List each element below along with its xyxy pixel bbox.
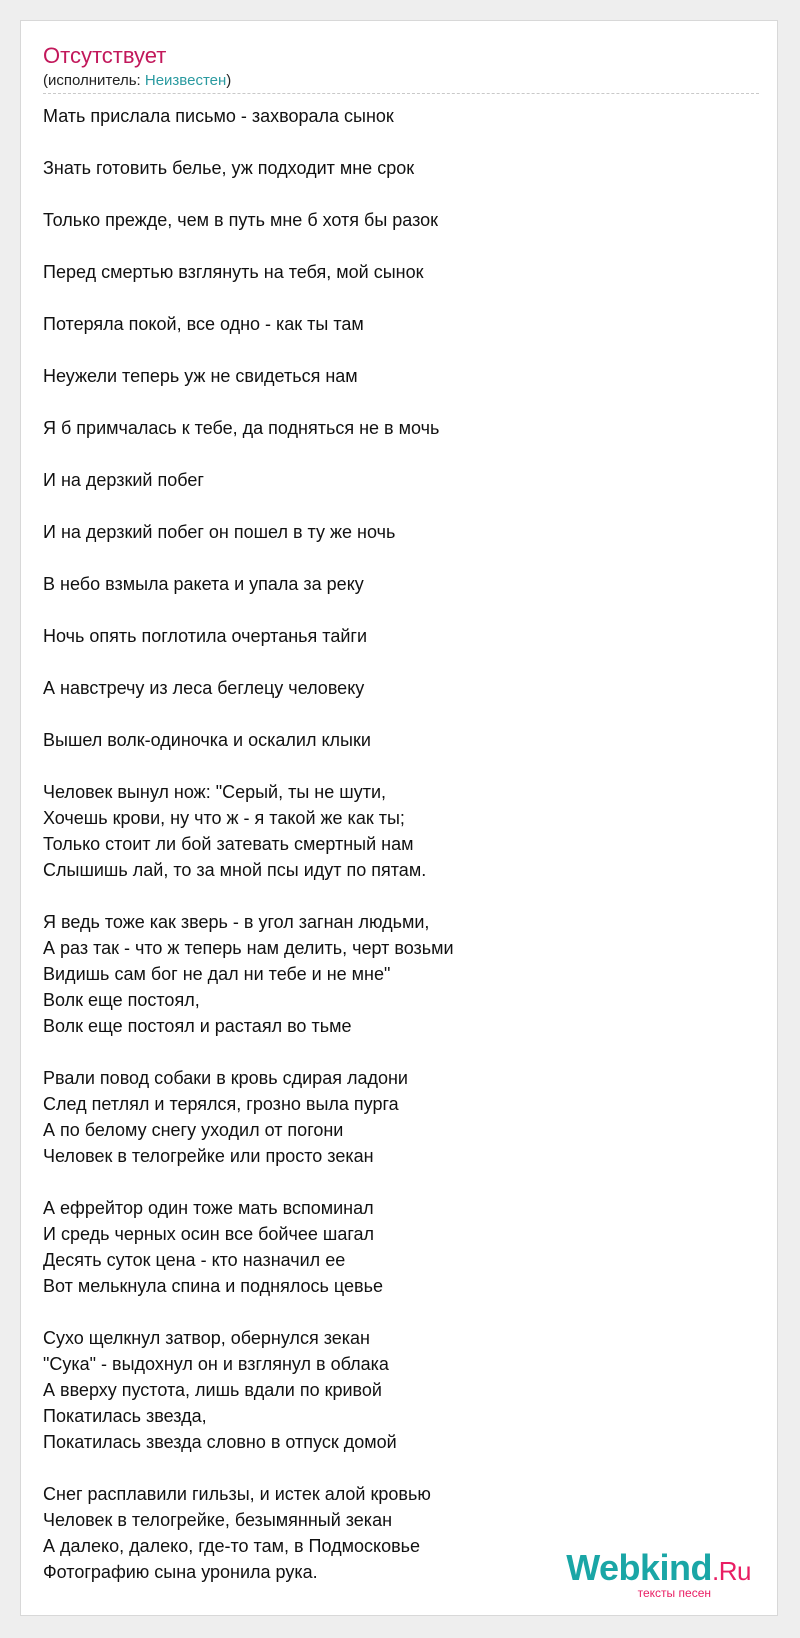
lyrics-body: [43, 103, 743, 1585]
lyric-line: Неужели теперь уж не свидеться нам: [43, 366, 358, 386]
logo-name: Webkind: [566, 1547, 713, 1588]
stanza: [43, 909, 743, 1039]
lyric-line: Вот мелькнула спина и поднялось цевье: [43, 1276, 383, 1296]
lyric-line: А вверху пустота, лишь вдали по кривой: [43, 1380, 382, 1400]
stanza: [43, 155, 743, 181]
artist-suffix: ): [226, 72, 232, 89]
stanza: [43, 467, 743, 493]
stanza-gap: [43, 337, 743, 363]
stanza: [43, 519, 743, 545]
lyric-line: Ночь опять поглотила очертанья тайги: [43, 626, 368, 646]
lyric-line: Только стоит ли бой затевать смертный нам: [43, 834, 414, 854]
lyric-line: А по белому снегу уходил от погони: [43, 1120, 344, 1140]
lyric-line: Покатилась звезда словно в отпуск домой: [43, 1432, 397, 1452]
lyric-line: Волк еще постоял,: [43, 990, 200, 1010]
stanza-gap: [43, 181, 743, 207]
title-divider: [43, 93, 759, 94]
lyric-line: Я ведь тоже как зверь - в угол загнан людьми,: [43, 912, 430, 932]
lyric-line: След петлял и терялся, грозно выла пурга: [43, 1094, 399, 1114]
stanza: [43, 623, 743, 649]
lyric-line: А ефрейтор один тоже мать вспоминал: [43, 1198, 374, 1218]
stanza: [43, 675, 743, 701]
stanza-gap: [43, 441, 743, 467]
lyric-line: Фотографию сына уронила рука.: [43, 1562, 318, 1582]
stanza: [43, 727, 743, 753]
lyric-line: Только прежде, чем в путь мне б хотя бы разок: [43, 210, 439, 230]
stanza-gap: [43, 233, 743, 259]
lyric-line: Перед смертью взглянуть на тебя, мой сынок: [43, 262, 424, 282]
stanza: [43, 1195, 743, 1299]
lyric-line: И на дерзкий побег он пошел в ту же ночь: [43, 522, 396, 542]
logo-wordmark: [566, 1547, 751, 1589]
stanza: [43, 259, 743, 285]
artist-prefix: (исполнитель:: [43, 72, 145, 89]
stanza: [43, 779, 743, 883]
stanza-gap: [43, 1169, 743, 1195]
stanza: [43, 311, 743, 337]
lyric-line: Потеряла покой, все одно - как ты там: [43, 314, 364, 334]
lyric-line: И средь черных осин все бойчее шагал: [43, 1224, 375, 1244]
lyric-line: Хочешь крови, ну что ж - я такой же как ты;: [43, 808, 405, 828]
lyric-line: Покатилась звезда,: [43, 1406, 207, 1426]
stanza-gap: [43, 493, 743, 519]
lyric-line: Знать готовить белье, уж подходит мне срок: [43, 158, 415, 178]
lyric-line: А навстречу из леса беглецу человеку: [43, 678, 365, 698]
stanza-gap: [43, 1455, 743, 1481]
song-title: Отсутствует: [43, 43, 167, 68]
stanza-gap: [43, 597, 743, 623]
lyric-line: Человек в телогрейке или просто зекан: [43, 1146, 374, 1166]
stanza: [43, 1325, 743, 1455]
lyrics-card: [20, 20, 778, 1616]
lyric-line: Волк еще постоял и растаял во тьме: [43, 1016, 352, 1036]
lyric-line: А далеко, далеко, где-то там, в Подмосковье: [43, 1536, 421, 1556]
logo-tagline: тексты песен: [637, 1586, 711, 1600]
stanza-gap: [43, 285, 743, 311]
lyric-line: Рвали повод собаки в кровь сдирая ладони: [43, 1068, 408, 1088]
stanza: [43, 207, 743, 233]
lyric-line: Человек вынул нож: "Серый, ты не шути,: [43, 782, 386, 802]
lyric-line: В небо взмыла ракета и упала за реку: [43, 574, 364, 594]
stanza-gap: [43, 129, 743, 155]
lyric-line: Снег расплавили гильзы, и истек алой кровью: [43, 1484, 431, 1504]
lyric-line: А раз так - что ж теперь нам делить, черт возьми: [43, 938, 454, 958]
stanza: [43, 103, 743, 129]
lyric-line: "Сука" - выдохнул он и взглянул в облака: [43, 1354, 389, 1374]
logo-tld: .Ru: [712, 1556, 751, 1586]
stanza-gap: [43, 701, 743, 727]
stanza-gap: [43, 1039, 743, 1065]
lyric-line: Слышишь лай, то за мной псы идут по пятам.: [43, 860, 427, 880]
lyric-line: Видишь сам бог не дал ни тебе и не мне": [43, 964, 391, 984]
stanza: [43, 415, 743, 441]
stanza-gap: [43, 545, 743, 571]
lyric-line: Я б примчалась к тебе, да подняться не в мочь: [43, 418, 440, 438]
stanza-gap: [43, 1299, 743, 1325]
stanza: [43, 363, 743, 389]
lyric-line: Сухо щелкнул затвор, обернулся зекан: [43, 1328, 370, 1348]
lyric-line: Человек в телогрейке, безымянный зекан: [43, 1510, 393, 1530]
lyric-line: И на дерзкий побег: [43, 470, 204, 490]
stanza-gap: [43, 649, 743, 675]
lyric-line: Мать прислала письмо - захворала сынок: [43, 106, 394, 126]
stanza-gap: [43, 753, 743, 779]
stanza-gap: [43, 883, 743, 909]
lyric-line: Десять суток цена - кто назначил ее: [43, 1250, 346, 1270]
stanza: [43, 571, 743, 597]
site-logo[interactable]: [566, 1547, 751, 1600]
stanza: [43, 1065, 743, 1169]
artist-link[interactable]: Неизвестен: [144, 72, 227, 89]
stanza-gap: [43, 389, 743, 415]
lyric-line: Вышел волк-одиночка и оскалил клыки: [43, 730, 371, 750]
artist-line: [43, 72, 231, 89]
